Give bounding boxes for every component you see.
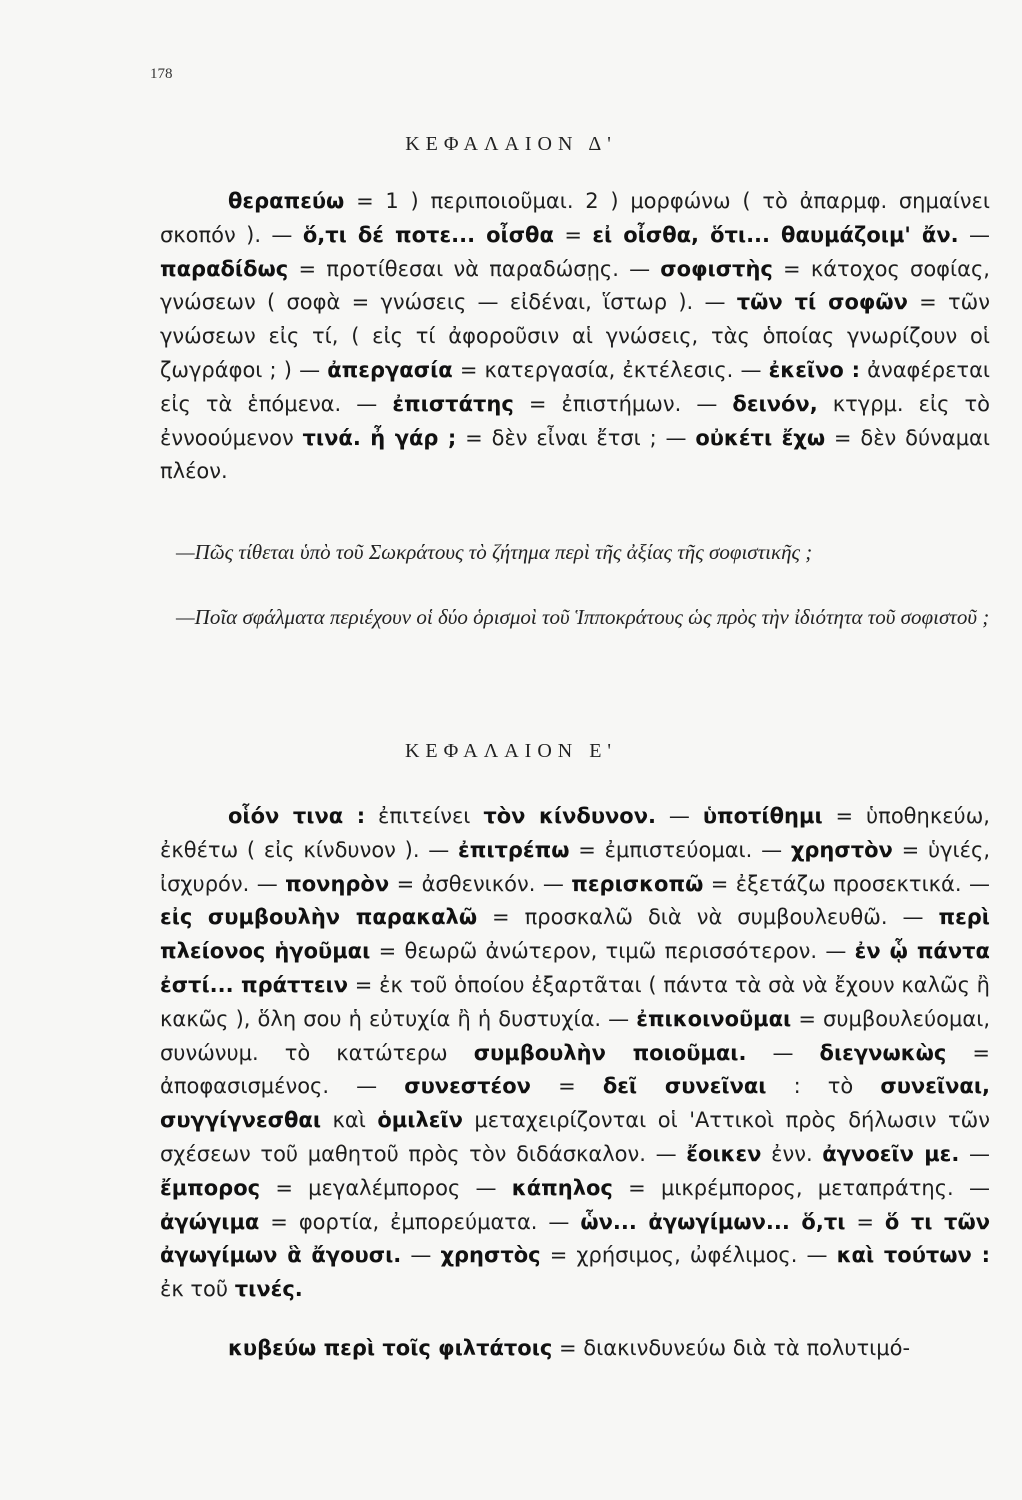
glossary-definition: = (553, 222, 593, 247)
glossary-definition: — (958, 222, 991, 247)
glossary-term: ἐπιτρέπω (458, 837, 570, 862)
glossary-term: κυβεύω περὶ τοῖς φιλτάτοις (228, 1336, 553, 1360)
glossary-definition: = θεωρῶ ἀνώτερον, τιμῶ περισσότερον. — (370, 939, 855, 964)
glossary-term: συνεστέον (404, 1074, 531, 1099)
glossary-definition: = προσκαλῶ διὰ νὰ συμβουλευθῶ. — (477, 905, 939, 930)
glossary-term: διεγνωκὼς (819, 1040, 947, 1065)
page-number: 178 (150, 66, 173, 82)
glossary-definition: — (746, 1040, 820, 1065)
glossary-definition: = κατεργασία, ἐκτέλεσις. — (452, 357, 769, 382)
glossary-definition: : τὸ (766, 1074, 881, 1099)
glossary-term: ἐπικοινοῦμαι (636, 1006, 792, 1031)
glossary-term: τινές. (234, 1277, 303, 1302)
glossary-definition: = μικρέμπορος, μεταπράτης. — (612, 1175, 990, 1200)
glossary-definition: μεταχειρίζονται οἱ 'Αττικοὶ πρὸς δήλωσιν τῶν σχέσεων τοῦ μαθητοῦ πρὸς τὸν διδάσκαλον. — (160, 1108, 990, 1166)
glossary-term: κάπηλος (511, 1175, 613, 1200)
glossary-term: παραδίδως (160, 256, 289, 281)
glossary-paragraph-e (160, 800, 990, 1307)
glossary-definition: = χρήσιμος, ὠφέλιμος. — (540, 1243, 837, 1268)
glossary-definition: = ἀποφασισμένος. — (160, 1040, 990, 1099)
glossary-term: ὁμιλεῖν (377, 1108, 463, 1133)
glossary-term: ὧν... ἀγωγίμων... ὅ,τι (580, 1209, 846, 1234)
glossary-definition: = ἐκ τοῦ ὁποίου ἐξαρτᾶται ( πάντα τὰ σὰ νὰ ἔχουν καλῶς ἢ κακῶς ), ὅλη σου ἡ εὐτυχία ἢ ἡ δυστυχία. — (160, 972, 990, 1031)
glossary-definition: = ὑποθηκεύω, ἐκθέτω ( εἰς κίνδυνον ). — (160, 804, 990, 862)
glossary-term: εἰ οἶσθα, ὅτι... θαυμάζοιμ' ἄν. (592, 222, 959, 247)
glossary-term: τινά. ἦ γάρ ; (302, 425, 457, 450)
glossary-term: ἀπεργασία (327, 357, 453, 382)
glossary-definition: = (845, 1209, 885, 1234)
review-question-1: —Πῶς τίθεται ὑπὸ τοῦ Σωκράτους τὸ ζήτημα περὶ τῆς ἀξίας τῆς σοφιστικῆς ; (176, 540, 813, 564)
glossary-last-line (160, 1332, 990, 1366)
glossary-term: οὐκέτι ἔχω (695, 425, 826, 450)
glossary-term: συνεῖναι, συγγίγνεσθαι (160, 1074, 990, 1133)
glossary-term: ὅ τι τῶν ἀγωγίμων ἃ ἄγουσι. (160, 1209, 991, 1268)
glossary-term: τῶν τί σοφῶν (736, 290, 908, 315)
glossary-definition: = ἐπιστήμων. — (513, 391, 733, 416)
chapter-heading-d: ΚΕΦΑΛΑΙΟΝ Δ' (405, 133, 617, 155)
glossary-term: ἐν ᾧ πάντα ἐστί... πράττειν (160, 939, 990, 997)
glossary-definition: — (959, 1141, 991, 1166)
glossary-term: περὶ πλείονος ἡγοῦμαι (160, 905, 990, 964)
glossary-term: οἷόν τινα : (228, 804, 366, 828)
glossary-term: πονηρὸν (285, 871, 390, 896)
glossary-definition: = δὲν εἶναι ἔτσι ; — (456, 425, 696, 450)
glossary-term: χρηστὸν (790, 837, 893, 862)
glossary-definition: = συμβουλεύομαι, συνώνυμ. τὸ κατώτερω (160, 1006, 990, 1065)
glossary-definition: = ἀσθενικόν. — (389, 871, 572, 896)
glossary-term: σοφιστὴς (660, 256, 773, 281)
glossary-term: ὑποτίθημι (702, 804, 823, 828)
glossary-definition: = δὲν δύναμαι πλέον. (160, 425, 991, 484)
glossary-definition: = ὑγιές, ἰσχυρόν. — (160, 837, 991, 896)
glossary-definition: = κάτοχος σοφίας, γνώσεων ( σοφὰ = γνώσεις — εἰδέναι, ἵστωρ ). — (160, 256, 990, 315)
glossary-definition: — (656, 804, 703, 828)
glossary-term: δεῖ συνεῖναι (602, 1074, 767, 1099)
glossary-term: ἔοικεν (686, 1141, 762, 1166)
glossary-definition: = φορτία, ἐμπορεύματα. — (259, 1209, 581, 1234)
glossary-definition: = μεγαλέμπορος — (260, 1175, 512, 1200)
glossary-term: τὸν κίνδυνον. (483, 804, 657, 828)
glossary-definition: καὶ (321, 1108, 378, 1133)
glossary-term: καὶ τούτων : (836, 1243, 990, 1268)
glossary-definition: = ἐξετάζω προσεκτικά. — (703, 871, 990, 896)
glossary-term: συμβουλὴν ποιοῦμαι. (473, 1040, 747, 1065)
glossary-term: εἰς συμβουλὴν παρακαλῶ (160, 905, 478, 930)
glossary-term: ἐκεῖνο : (768, 357, 860, 382)
glossary-definition: = ἐμπιστεύομαι. — (569, 837, 791, 862)
glossary-definition: = προτίθεσαι νὰ παραδώσῃς. — (288, 256, 661, 281)
glossary-paragraph-d (160, 185, 990, 489)
glossary-term: ἀγνοεῖν με. (822, 1141, 960, 1166)
glossary-definition: κτγρμ. εἰς τὸ ἐννοούμενον (160, 391, 990, 450)
glossary-definition: ἀναφέρεται εἰς τὰ ἑπόμενα. — (160, 357, 991, 416)
glossary-definition: ἐνν. (761, 1141, 823, 1166)
glossary-term: ἔμπορος (160, 1175, 261, 1200)
glossary-definition: = (530, 1074, 603, 1099)
glossary-term: ἐπιστάτης (392, 391, 514, 416)
glossary-definition: ἐπιτείνει (365, 804, 484, 828)
chapter-heading-e: ΚΕΦΑΛΑΙΟΝ Ε' (404, 740, 618, 762)
glossary-term: δεινόν, (732, 391, 818, 416)
glossary-term: περισκοπῶ (571, 871, 704, 896)
glossary-definition: — (401, 1243, 441, 1268)
glossary-definition: = 1 ) περιποιοῦμαι. 2 ) μορφώνω ( τὸ ἀπαρμφ. σημαίνει σκοπόν ). — (160, 189, 990, 247)
glossary-definition: = τῶν γνώσεων εἰς τί, ( εἰς τί ἀφοροῦσιν αἱ γνώσεις, τὰς ὁποίας γνωρίζουν οἱ ζωγράφοι ; ) — (160, 290, 990, 382)
review-question-2: —Ποῖα σφάλματα περιέχουν οἱ δύο ὁρισμοὶ τοῦ Ἱπποκράτους ὡς πρὸς τὴν ἰδιότητα τοῦ σοφιστοῦ ; (176, 605, 990, 629)
glossary-term: ἀγώγιμα (160, 1209, 260, 1234)
glossary-term: χρηστὸς (440, 1243, 541, 1268)
glossary-definition: = διακινδυνεύω διὰ τὰ πολυτιμό- (552, 1336, 911, 1360)
glossary-definition: ἐκ τοῦ (160, 1277, 235, 1302)
glossary-term: ὅ,τι δέ ποτε... οἶσθα (302, 222, 554, 247)
glossary-term: θεραπεύω (228, 189, 345, 213)
